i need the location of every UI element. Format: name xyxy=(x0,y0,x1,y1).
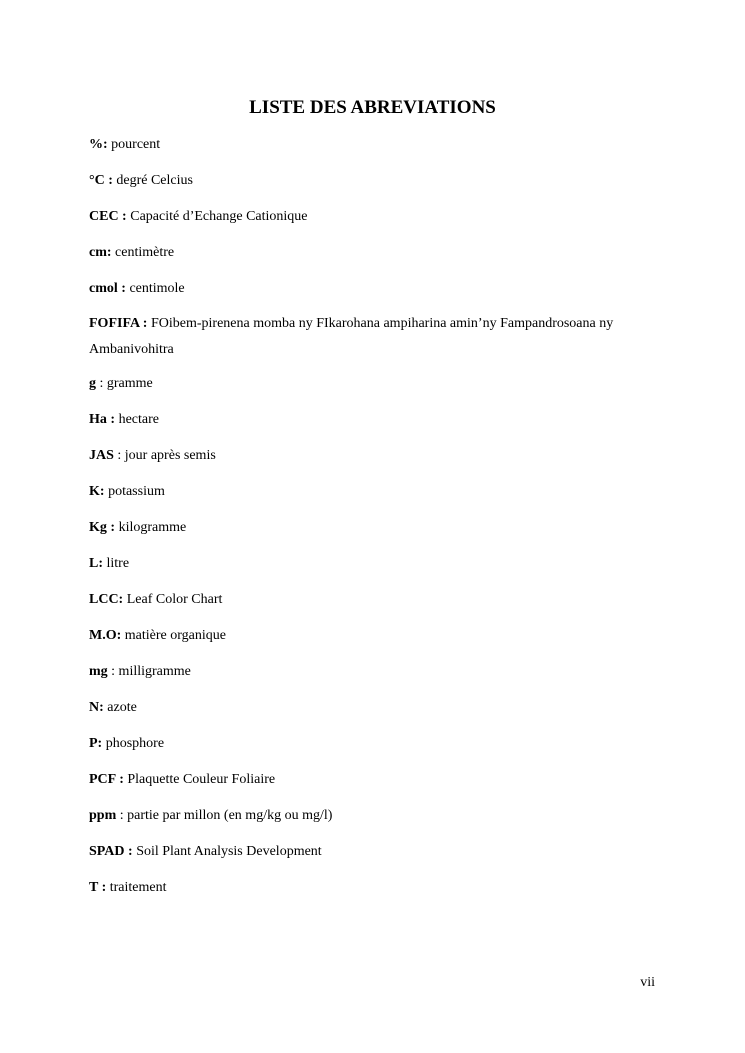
abbreviation-definition: centimole xyxy=(125,281,185,296)
abbreviation-definition: potassium xyxy=(104,484,165,499)
abbreviation-definition: phosphore xyxy=(102,736,165,751)
abbreviation-entry xyxy=(89,410,669,429)
abbreviation-entry xyxy=(89,482,669,501)
abbreviation-entry xyxy=(89,626,669,645)
abbreviation-term: N: xyxy=(89,700,104,715)
abbreviation-definition: Plaquette Couleur Foliaire xyxy=(123,772,276,787)
abbreviation-definition: pourcent xyxy=(107,137,161,152)
abbreviation-term: g xyxy=(89,376,96,391)
abbreviation-entry xyxy=(89,698,669,717)
abbreviation-term: Kg : xyxy=(89,520,116,535)
abbreviation-list xyxy=(89,135,669,914)
abbreviation-term: K: xyxy=(89,484,105,499)
abbreviation-entry xyxy=(89,734,669,753)
abbreviation-definition: : gramme xyxy=(96,376,153,391)
abbreviation-definition: traitement xyxy=(106,880,167,895)
abbreviation-entry xyxy=(89,662,669,681)
abbreviation-term: CEC : xyxy=(89,209,127,224)
abbreviation-term: JAS xyxy=(89,448,114,463)
abbreviation-term: %: xyxy=(89,137,108,152)
abbreviation-term: L: xyxy=(89,556,103,571)
abbreviation-term: °C : xyxy=(89,173,113,188)
abbreviation-term: PCF : xyxy=(89,772,124,787)
abbreviation-term: cm: xyxy=(89,245,112,260)
abbreviation-term: cmol : xyxy=(89,281,126,296)
abbreviation-definition: litre xyxy=(103,556,130,571)
abbreviation-entry xyxy=(89,842,669,861)
abbreviation-term: LCC: xyxy=(89,592,124,607)
abbreviation-definition: : partie par millon (en mg/kg ou mg/l) xyxy=(116,808,333,823)
abbreviation-definition: : jour après semis xyxy=(113,448,216,463)
abbreviation-term: T : xyxy=(89,880,107,895)
abbreviation-definition: Soil Plant Analysis Development xyxy=(132,844,322,859)
abbreviation-definition: : milligramme xyxy=(107,664,191,679)
abbreviation-definition: azote xyxy=(103,700,137,715)
abbreviation-entry xyxy=(89,135,669,154)
abbreviation-entry xyxy=(89,446,669,465)
abbreviation-definition: matière organique xyxy=(121,628,226,643)
abbreviation-entry xyxy=(89,770,669,789)
abbreviation-entry xyxy=(89,590,669,609)
abbreviation-term: mg xyxy=(89,664,108,679)
abbreviation-definition: kilogramme xyxy=(115,520,187,535)
abbreviation-entry xyxy=(89,806,669,825)
abbreviation-definition: Capacité d’Echange Cationique xyxy=(126,209,308,224)
abbreviation-entry xyxy=(89,554,669,573)
abbreviation-entry xyxy=(89,243,669,262)
abbreviation-entry xyxy=(89,207,669,226)
abbreviation-definition: centimètre xyxy=(111,245,175,260)
abbreviation-entry xyxy=(89,171,669,190)
abbreviation-term: SPAD : xyxy=(89,844,133,859)
abbreviation-definition: Leaf Color Chart xyxy=(123,592,223,607)
abbreviation-entry xyxy=(89,311,669,363)
abbreviation-term: Ha : xyxy=(89,412,116,427)
abbreviation-entry xyxy=(89,374,669,393)
abbreviation-term: P: xyxy=(89,736,103,751)
abbreviation-definition: degré Celcius xyxy=(112,173,193,188)
abbreviation-entry xyxy=(89,279,669,298)
page-number: vii xyxy=(640,975,655,990)
abbreviation-entry xyxy=(89,518,669,537)
abbreviation-term: M.O: xyxy=(89,628,122,643)
abbreviation-term: ppm xyxy=(89,808,117,823)
page-title: LISTE DES ABREVIATIONS xyxy=(249,97,496,118)
abbreviation-definition: FOibem-pirenena momba ny FIkarohana ampiharina amin’ny Fampandrosoana ny Ambanivohitra xyxy=(89,316,614,357)
abbreviation-entry xyxy=(89,878,669,897)
abbreviation-term: FOFIFA : xyxy=(89,316,148,331)
abbreviation-definition: hectare xyxy=(115,412,159,427)
